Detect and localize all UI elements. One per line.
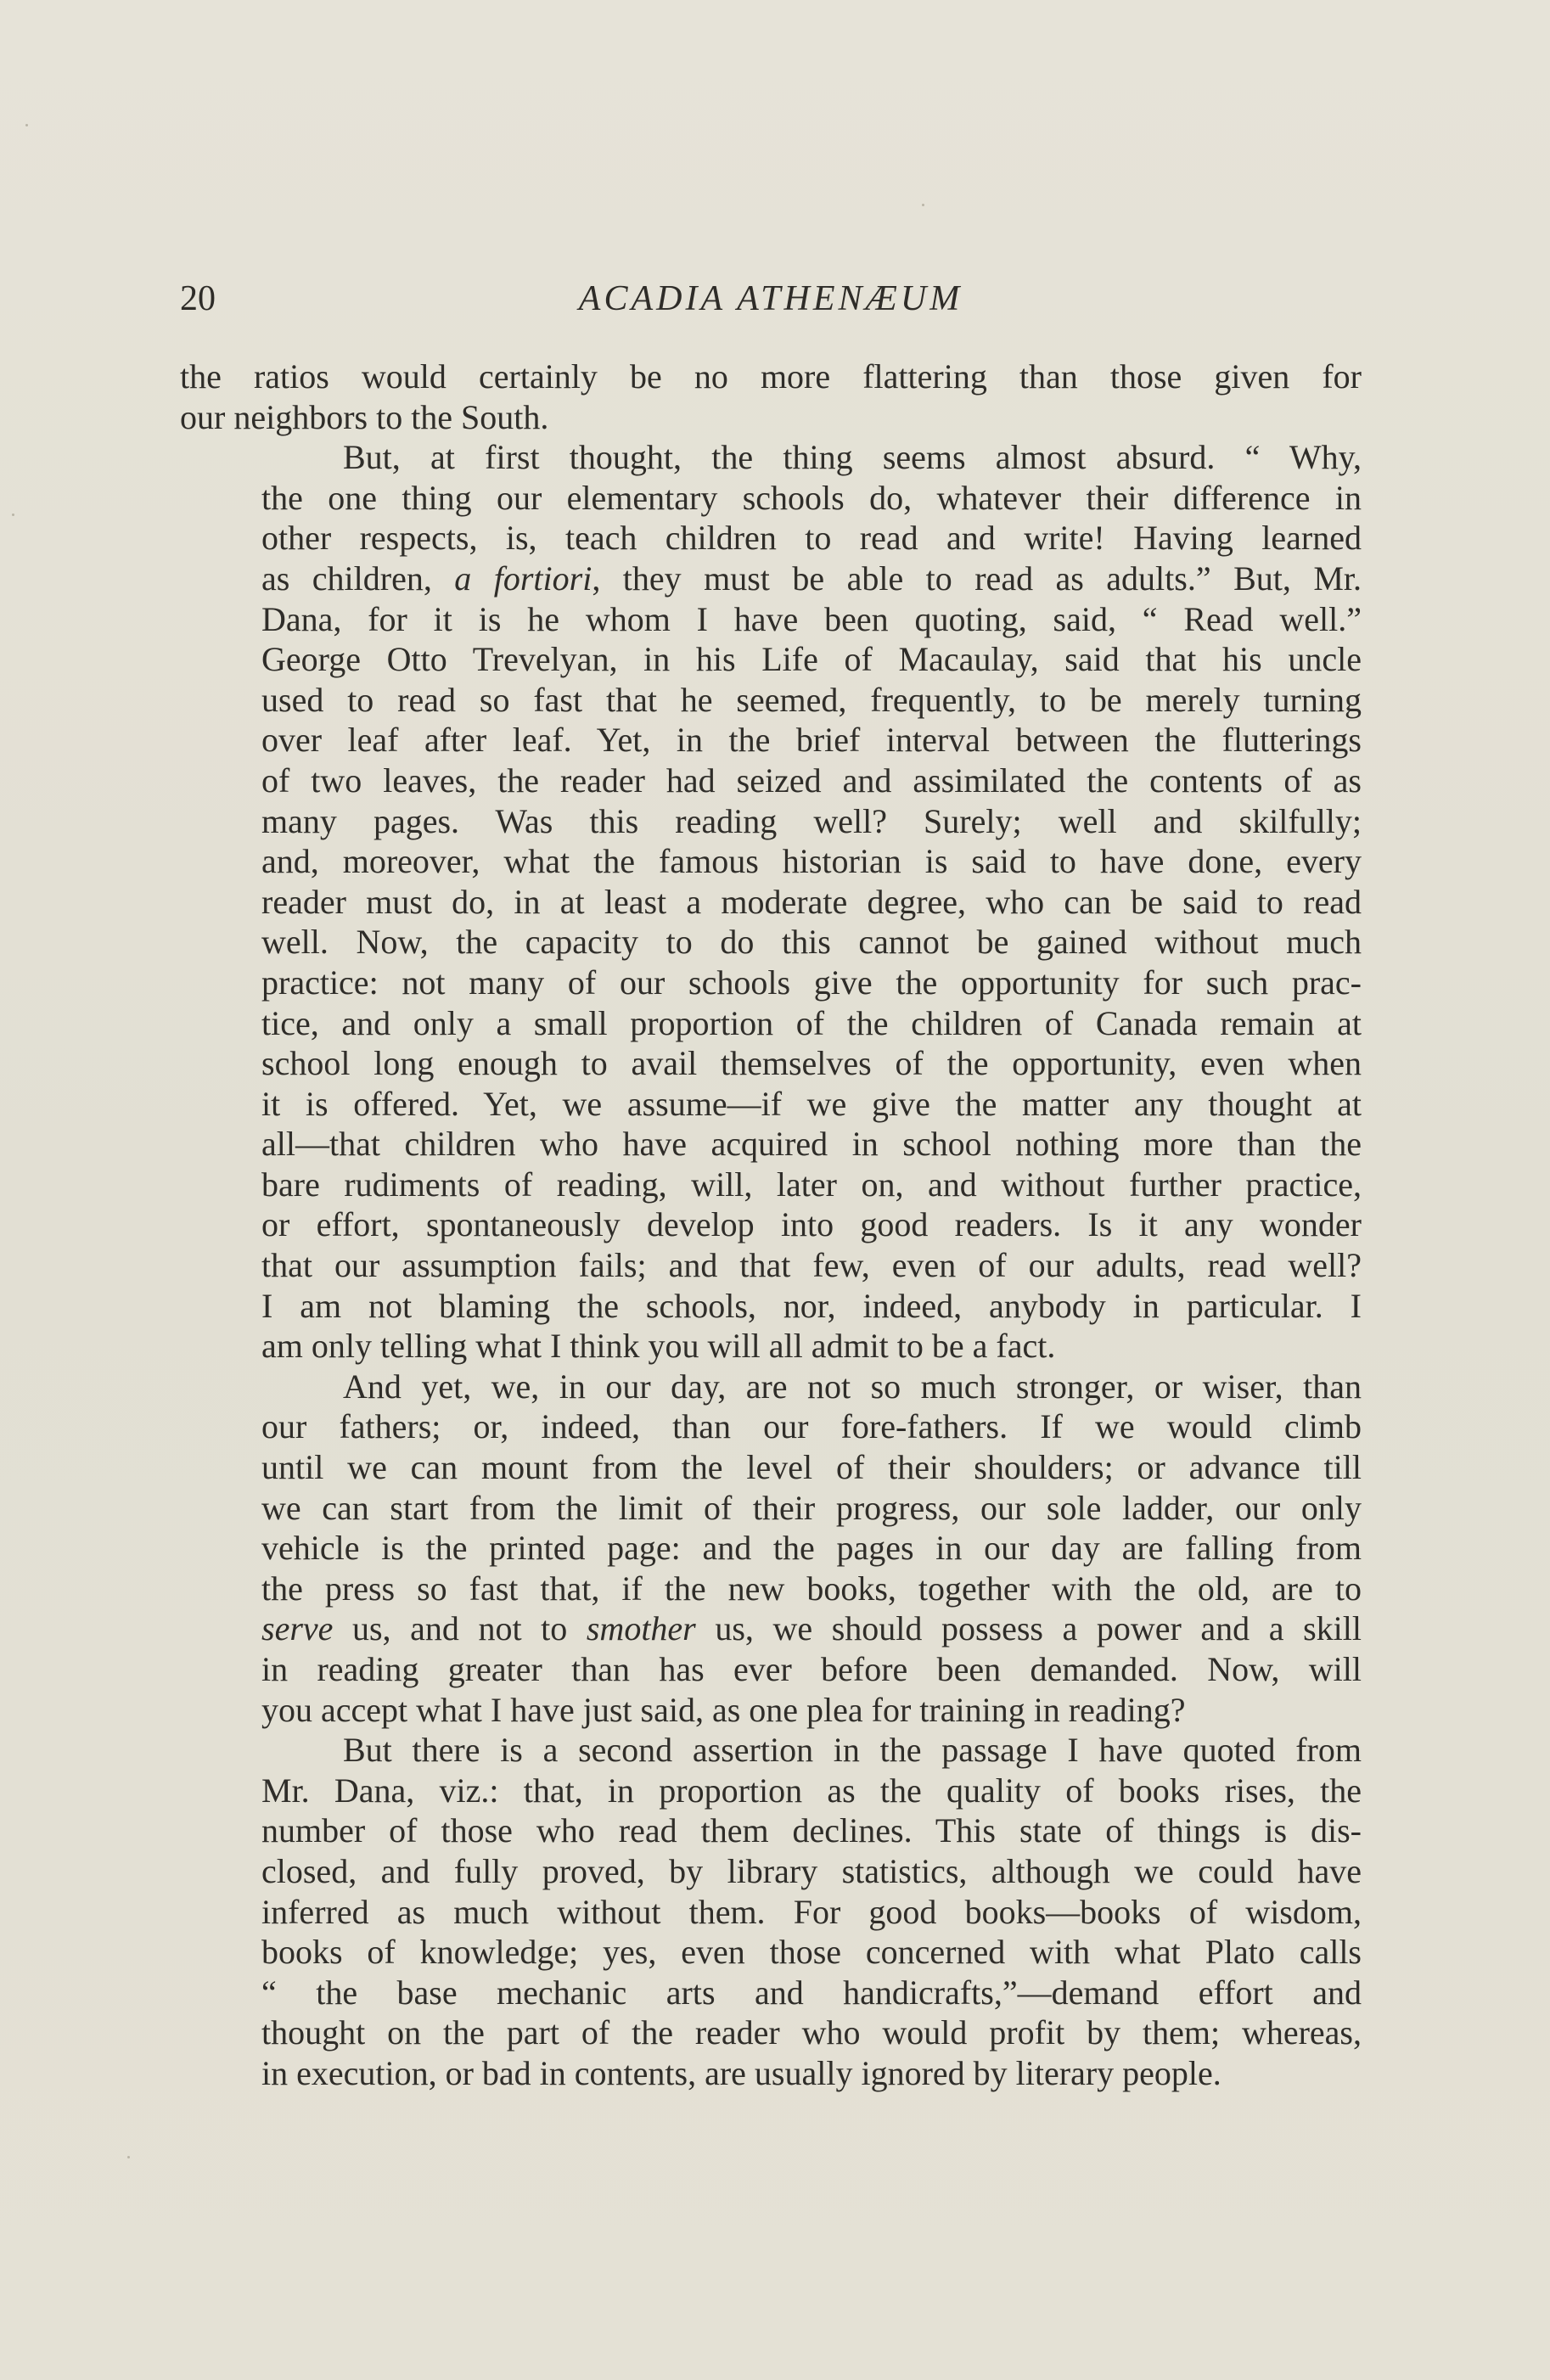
text-line: you accept what I have just said, as one plea for training in reading?	[261, 1690, 1186, 1729]
text-line: tice, and only a small proportion of the children of Canada remain at	[261, 1003, 1362, 1042]
text-line: and, moreover, what the famous historian is said to have done, every	[261, 842, 1362, 881]
paper-speck	[127, 2156, 130, 2158]
text-line: reader must do, in at least a moderate degree, who can be said to read	[261, 882, 1362, 921]
text-line: thought on the part of the reader who would profit by them; whereas,	[261, 2013, 1362, 2052]
text-line: practice: not many of our schools give the opportunity for such prac-	[261, 963, 1362, 1002]
text-line: books of knowledge; yes, even those concerned with what Plato calls	[261, 1933, 1362, 1972]
text-line: the ratios would certainly be no more flattering than those given for	[180, 357, 1362, 396]
paragraph	[180, 1367, 1362, 1730]
text-line: am only telling what I think you will all admit to be a fact.	[261, 1327, 1056, 1366]
paper-speck	[12, 514, 14, 516]
text-line: that our assumption fails; and that few, even of our adults, read well?	[261, 1246, 1362, 1285]
text-line: But, at first thought, the thing seems almost absurd. “ Why,	[343, 438, 1362, 477]
text-line: But there is a second assertion in the passage I have quoted from	[343, 1731, 1362, 1770]
text-line: as children, a fortiori, they must be able to read as adults.” But, Mr.	[261, 559, 1362, 598]
text-line: or effort, spontaneously develop into good readers. Is it any wonder	[261, 1205, 1362, 1244]
text-line: in reading greater than has ever before been demanded. Now, will	[261, 1650, 1362, 1688]
text-line: we can start from the limit of their progress, our sole ladder, our only	[261, 1488, 1362, 1527]
text-line: the press so fast that, if the new books, together with the old, are to	[261, 1569, 1362, 1608]
page-header	[180, 270, 1362, 329]
text-line: the one thing our elementary schools do, whatever their difference in	[261, 478, 1362, 517]
text-line: Dana, for it is he whom I have been quoting, said, “ Read well.”	[261, 599, 1362, 638]
body-text	[180, 356, 1362, 2094]
text-line: in execution, or bad in contents, are usually ignored by literary people.	[261, 2053, 1221, 2092]
text-line: vehicle is the printed page: and the pages in our day are falling from	[261, 1529, 1362, 1568]
paragraph	[180, 437, 1362, 1367]
text-line: George Otto Trevelyan, in his Life of Macaulay, said that his uncle	[261, 640, 1362, 679]
text-line: it is offered. Yet, we assume—if we give the matter any thought at	[261, 1084, 1362, 1123]
text-line: “ the base mechanic arts and handicrafts,”—demand effort and	[261, 1973, 1362, 2012]
text-line: our fathers; or, indeed, than our fore-fathers. If we would climb	[261, 1407, 1362, 1446]
text-line: I am not blaming the schools, nor, indeed, anybody in particular. I	[261, 1286, 1362, 1325]
text-line: over leaf after leaf. Yet, in the brief interval between the flutterings	[261, 721, 1362, 760]
text-line: well. Now, the capacity to do this cannot be gained without much	[261, 923, 1362, 962]
text-line: of two leaves, the reader had seized and assimilated the contents of as	[261, 761, 1362, 800]
text-line: used to read so fast that he seemed, frequently, to be merely turning	[261, 680, 1362, 719]
page-number: 20	[180, 279, 216, 318]
text-line: serve us, and not to smother us, we should possess a power and a skill	[261, 1609, 1362, 1648]
paper-speck	[25, 124, 28, 126]
text-line: until we can mount from the level of their shoulders; or advance till	[261, 1448, 1362, 1487]
text-line: number of those who read them declines. This state of things is dis-	[261, 1811, 1362, 1850]
text-line: our neighbors to the South.	[180, 397, 549, 436]
text-line: inferred as much without them. For good books—books of wisdom,	[261, 1892, 1362, 1931]
paragraph	[180, 356, 1362, 437]
paper-speck	[922, 204, 924, 206]
text-line: school long enough to avail themselves of the opportunity, even when	[261, 1044, 1362, 1083]
text-line: closed, and fully proved, by library statistics, although we could have	[261, 1851, 1362, 1890]
text-line: Mr. Dana, viz.: that, in proportion as the quality of books rises, the	[261, 1771, 1362, 1810]
paragraph	[180, 1730, 1362, 2093]
text-line: all—that children who have acquired in school nothing more than the	[261, 1125, 1362, 1164]
text-line: bare rudiments of reading, will, later on, and without further practice,	[261, 1165, 1362, 1204]
text-line: And yet, we, in our day, are not so much stronger, or wiser, than	[343, 1367, 1362, 1406]
running-title: ACADIA ATHENÆUM	[578, 279, 963, 318]
text-line: many pages. Was this reading well? Surely; well and skilfully;	[261, 801, 1362, 840]
text-line: other respects, is, teach children to read and write! Having learned	[261, 519, 1362, 558]
